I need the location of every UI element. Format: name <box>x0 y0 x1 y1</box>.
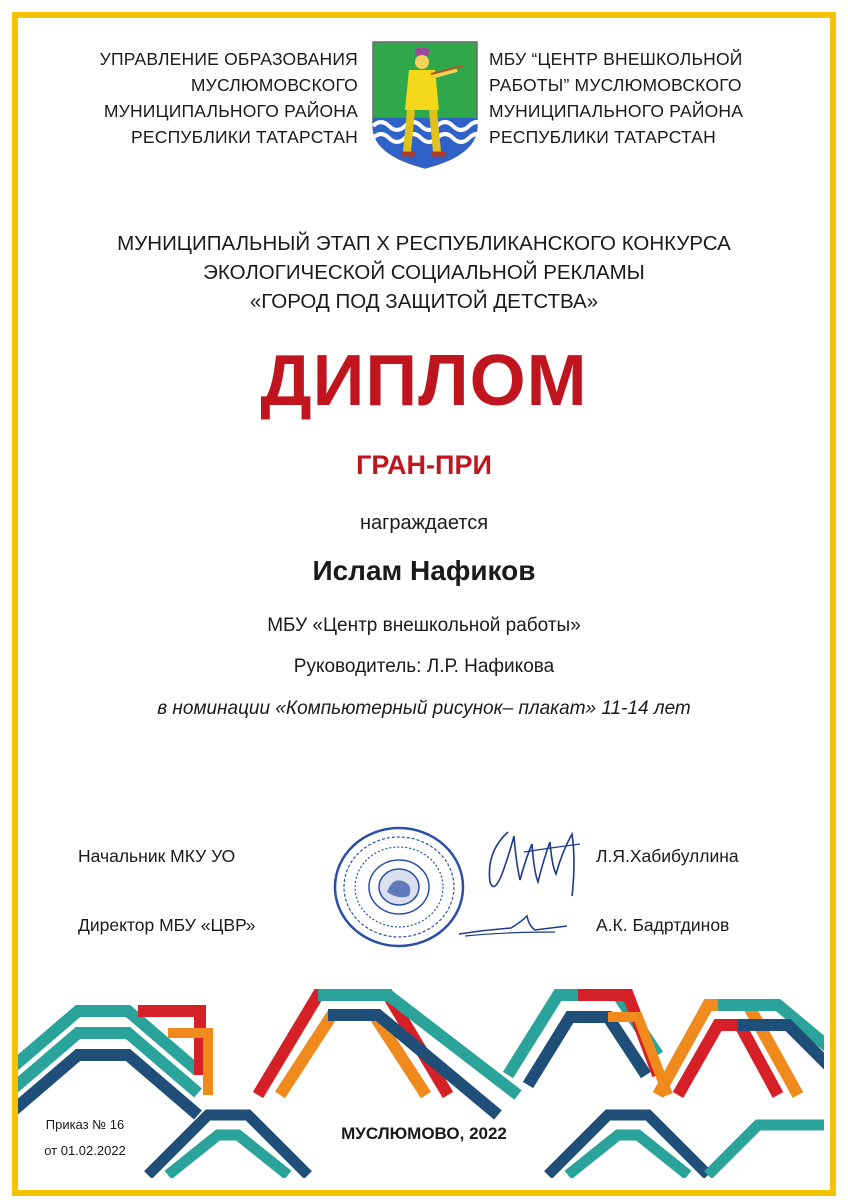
order-number: Приказ № 16 <box>45 1117 125 1132</box>
signer-position-2: Директор МБУ «ЦВР» <box>78 915 256 935</box>
recipient-organization: МБУ «Центр внешкольной работы» <box>267 615 581 636</box>
awarded-text: награждается <box>359 512 489 534</box>
order-date: от 01.02.2022 <box>44 1143 126 1158</box>
contest-title <box>40 229 808 316</box>
contest-line: ЭКОЛОГИЧЕСКОЙ СОЦИАЛЬНОЙ РЕКЛАМЫ <box>203 261 645 284</box>
header-right-line: РАБОТЫ” МУСЛЮМОВСКОГО <box>489 75 742 95</box>
header-left-line: РЕСПУБЛИКИ ТАТАРСТАН <box>130 127 358 147</box>
supervisor: Руководитель: Л.Р. Нафикова <box>293 656 555 677</box>
recipient-name: Ислам Нафиков <box>312 555 536 586</box>
contest-line: МУНИЦИПАЛЬНЫЙ ЭТАП X РЕСПУБЛИКАНСКОГО КОНКУРСА <box>117 232 731 255</box>
official-seal-icon <box>333 826 465 948</box>
award-level: ГРАН-ПРИ <box>356 450 492 480</box>
header-right-line: МУНИЦИПАЛЬНОГО РАЙОНА <box>489 101 744 121</box>
header-right-line: МБУ “ЦЕНТР ВНЕШКОЛЬНОЙ <box>489 49 743 69</box>
diploma-title: ДИПЛОМ <box>260 341 588 421</box>
city-year: МУСЛЮМОВО, 2022 <box>341 1124 507 1143</box>
contest-line: «ГОРОД ПОД ЗАЩИТОЙ ДЕТСТВА» <box>249 290 599 313</box>
header-left-line: МУНИЦИПАЛЬНОГО РАЙОНА <box>103 101 358 121</box>
header-right-organization <box>489 46 789 150</box>
signer-position-1: Начальник МКУ УО <box>78 846 236 866</box>
signature-1-icon <box>480 822 590 902</box>
coat-of-arms-icon <box>371 40 479 170</box>
signature-2-icon <box>455 908 570 944</box>
header-left-line: МУСЛЮМОВСКОГО <box>190 75 358 95</box>
header-left-organization <box>40 46 358 150</box>
signer-name-1: Л.Я.Хабибуллина <box>596 846 739 866</box>
signer-name-2: А.К. Бадртдинов <box>596 915 730 935</box>
header-right-line: РЕСПУБЛИКИ ТАТАРСТАН <box>489 127 717 147</box>
nomination: в номинации «Компьютерный рисунок– плакат» 11-14 лет <box>157 698 691 719</box>
header-left-line: УПРАВЛЕНИЕ ОБРАЗОВАНИЯ <box>99 49 358 69</box>
